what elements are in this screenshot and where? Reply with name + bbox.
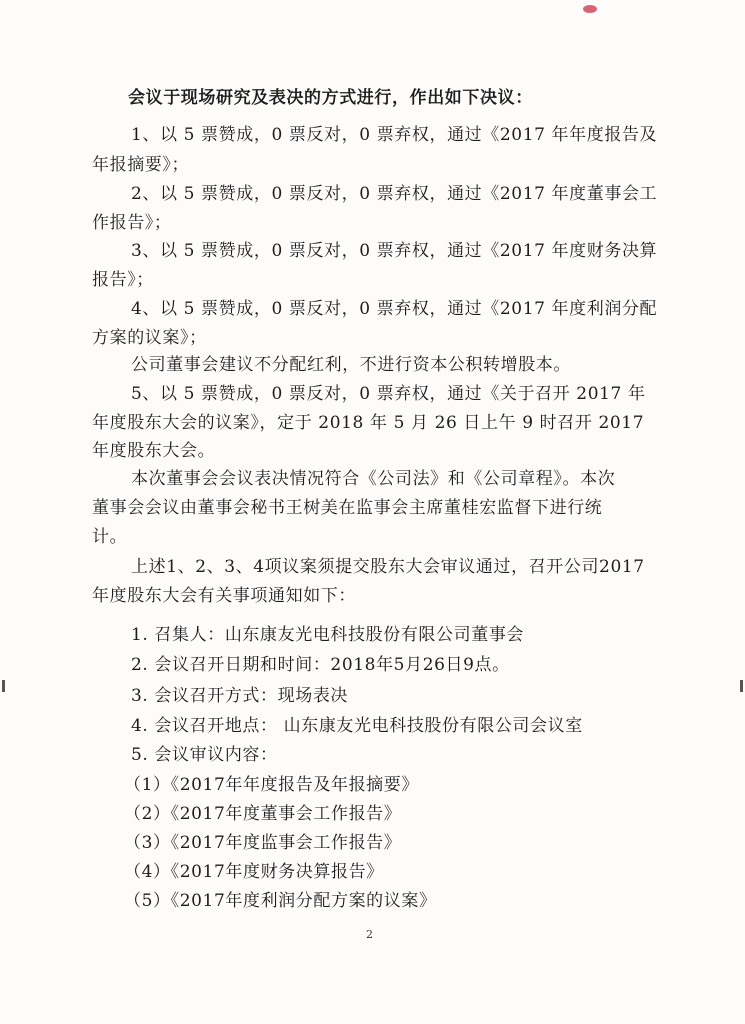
- resolution-5-line-3: 年度股东大会。: [92, 441, 216, 461]
- resolution-4-line-1: 4、以 5 票赞成，0 票反对，0 票弃权，通过《2017 年度利润分配: [131, 299, 658, 319]
- scan-edge-mark-left: [2, 680, 5, 692]
- agenda-item-4: （4）《2017年度财务决算报告》: [124, 862, 384, 882]
- resolution-2-line-1: 2、以 5 票赞成，0 票反对，0 票弃权，通过《2017 年度董事会工: [131, 184, 658, 204]
- meeting-item-3: 3. 会议召开方式：现场表决: [131, 686, 349, 706]
- resolution-2-line-2: 作报告》；: [92, 213, 172, 233]
- agenda-item-5: （5）《2017年度利润分配方案的议案》: [124, 891, 437, 911]
- compliance-line-3: 计。: [92, 527, 128, 547]
- meeting-item-4: 4. 会议召开地点： 山东康友光电科技股份有限公司会议室: [131, 716, 583, 736]
- agenda-item-1: （1）《2017年年度报告及年报摘要》: [124, 775, 419, 795]
- resolution-1-line-2: 年报摘要》；: [92, 155, 190, 175]
- resolution-4-line-2: 方案的议案》；: [92, 328, 207, 348]
- meeting-item-5: 5. 会议审议内容：: [131, 745, 278, 765]
- agenda-item-3: （3）《2017年度监事会工作报告》: [124, 833, 402, 853]
- scan-speck: [583, 5, 597, 13]
- page-number: 2: [366, 928, 373, 941]
- resolution-5-line-1: 5、以 5 票赞成，0 票反对，0 票弃权，通过《关于召开 2017 年: [131, 384, 646, 404]
- resolution-5-line-2: 年度股东大会的议案》，定于 2018 年 5 月 26 日上午 9 时召开 2017: [92, 413, 645, 433]
- agenda-item-2: （2）《2017年度董事会工作报告》: [124, 804, 402, 824]
- meeting-item-1: 1. 召集人：山东康友光电科技股份有限公司董事会: [131, 625, 525, 645]
- notice-line-2: 年度股东大会有关事项通知如下：: [92, 586, 356, 606]
- compliance-line-1: 本次董事会会议表决情况符合《公司法》和《公司章程》。本次: [131, 469, 616, 489]
- resolution-3-line-1: 3、以 5 票赞成，0 票反对，0 票弃权，通过《2017 年度财务决算: [131, 241, 658, 261]
- resolution-3-line-2: 报告》；: [92, 270, 154, 290]
- notice-line-1: 上述1、2、3、4项议案须提交股东大会审议通过，召开公司2017: [131, 557, 645, 577]
- scan-edge-mark-right: [740, 680, 743, 692]
- resolution-heading: 会议于现场研究及表决的方式进行，作出如下决议：: [128, 88, 533, 108]
- meeting-item-2: 2. 会议召开日期和时间：2018年5月26日9点。: [131, 655, 510, 675]
- compliance-line-2: 董事会会议由董事会秘书王树美在监事会主席董桂宏监督下进行统: [92, 498, 603, 518]
- resolution-1-line-1: 1、以 5 票赞成，0 票反对，0 票弃权，通过《2017 年年度报告及: [131, 125, 658, 145]
- dividend-note: 公司董事会建议不分配红利，不进行资本公积转增股本。: [131, 355, 571, 375]
